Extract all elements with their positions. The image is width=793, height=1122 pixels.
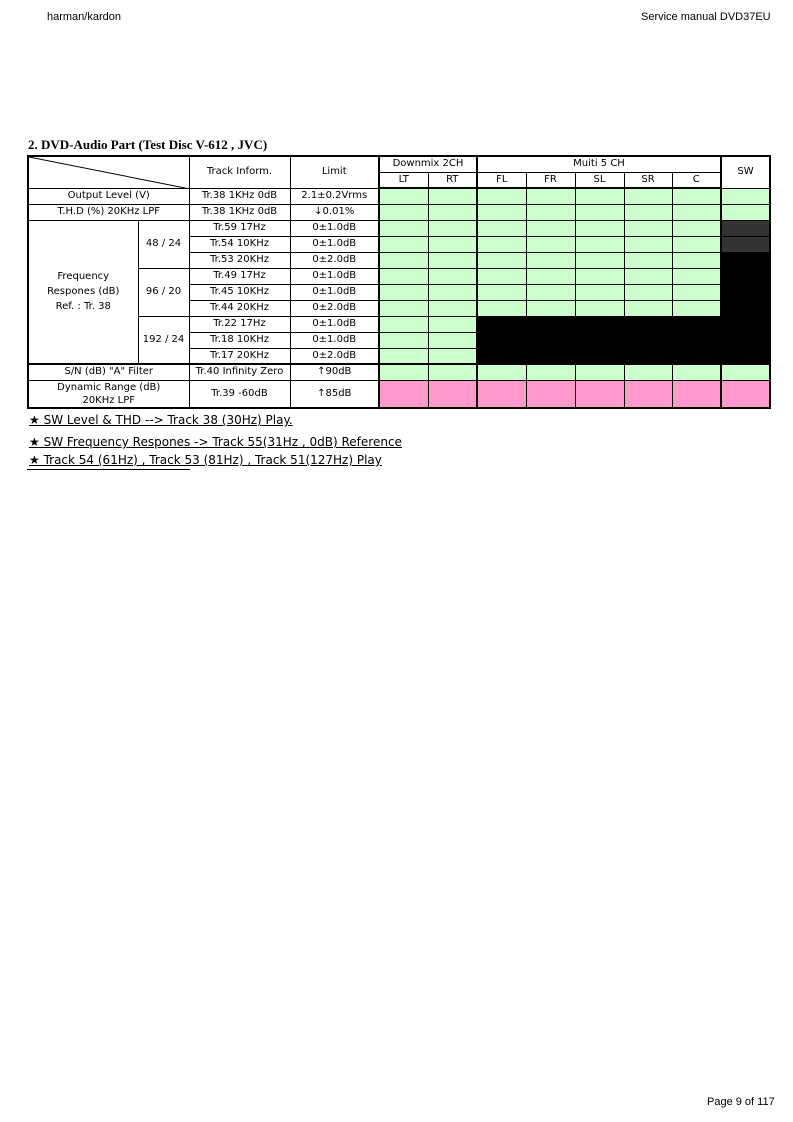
row-dynamic-range bbox=[28, 380, 770, 408]
freq-track: Tr.44 20KHz bbox=[189, 300, 290, 316]
multi-header: Muiti 5 CH bbox=[477, 156, 721, 172]
note-sw-level: ★ SW Level & THD --> Track 38 (30Hz) Play. bbox=[29, 413, 293, 427]
note-tracks: ★ Track 54 (61Hz) , Track 53 (81Hz) , Track 51(127Hz) Play bbox=[29, 453, 382, 467]
freq-track: Tr.49 17Hz bbox=[189, 268, 290, 284]
freq-group-192: 192 / 24 bbox=[138, 316, 189, 364]
freq-limit: 0±2.0dB bbox=[290, 252, 379, 268]
col-lt: LT bbox=[379, 172, 428, 188]
thd-track: Tr.38 1KHz 0dB bbox=[189, 204, 290, 220]
underline-rule bbox=[27, 469, 190, 470]
col-fl: FL bbox=[477, 172, 526, 188]
freq-track: Tr.54 10KHz bbox=[189, 236, 290, 252]
col-sl: SL bbox=[575, 172, 624, 188]
sn-limit: ↑90dB bbox=[290, 364, 379, 380]
freq-limit: 0±1.0dB bbox=[290, 220, 379, 236]
row-freq-4 bbox=[28, 268, 770, 284]
dr-label-line1: Dynamic Range (dB) bbox=[57, 381, 161, 393]
sw-header: SW bbox=[721, 156, 770, 188]
dr-track: Tr.39 -60dB bbox=[189, 380, 290, 408]
freq-group-96: 96 / 20 bbox=[138, 268, 189, 316]
freq-track: Tr.53 20KHz bbox=[189, 252, 290, 268]
row-freq-7 bbox=[28, 316, 770, 332]
row-freq-1 bbox=[28, 220, 770, 236]
row-output-level bbox=[28, 188, 770, 204]
freq-limit: 0±1.0dB bbox=[290, 284, 379, 300]
col-rt: RT bbox=[428, 172, 477, 188]
header-brand: harman/kardon bbox=[47, 11, 121, 23]
freq-track: Tr.45 10KHz bbox=[189, 284, 290, 300]
freq-group-48: 48 / 24 bbox=[138, 220, 189, 268]
freq-track: Tr.22 17Hz bbox=[189, 316, 290, 332]
output-level-label: Output Level (V) bbox=[28, 188, 189, 204]
freq-limit: 0±1.0dB bbox=[290, 316, 379, 332]
section-title: 2. DVD-Audio Part (Test Disc V-612 , JVC) bbox=[28, 137, 268, 152]
track-header: Track Inform. bbox=[189, 156, 290, 188]
dr-label bbox=[28, 380, 189, 408]
dr-limit: ↑85dB bbox=[290, 380, 379, 408]
output-level-limit: 2.1±0.2Vrms bbox=[290, 188, 379, 204]
sn-label: S/N (dB) "A" Filter bbox=[28, 364, 189, 380]
freq-label-line2: Respones (dB) bbox=[47, 286, 120, 298]
corner-cell bbox=[28, 156, 189, 188]
measurement-table bbox=[27, 155, 771, 409]
diagonal-line bbox=[29, 157, 189, 188]
row-sn bbox=[28, 364, 770, 380]
freq-track: Tr.59 17Hz bbox=[189, 220, 290, 236]
freq-label-line3: Ref. : Tr. 38 bbox=[55, 301, 111, 313]
freq-label-line1: Frequency bbox=[57, 271, 110, 283]
freq-track: Tr.18 10KHz bbox=[189, 332, 290, 348]
downmix-header: Downmix 2CH bbox=[379, 156, 477, 172]
limit-header: Limit bbox=[290, 156, 379, 188]
freq-label bbox=[28, 220, 138, 364]
freq-track: Tr.17 20KHz bbox=[189, 348, 290, 364]
note-sw-frequency: ★ SW Frequency Respones -> Track 55(31Hz , 0dB) Reference bbox=[29, 435, 402, 449]
col-fr: FR bbox=[526, 172, 575, 188]
freq-limit: 0±2.0dB bbox=[290, 348, 379, 364]
dr-label-line2: 20KHz LPF bbox=[82, 394, 136, 406]
header-manual-title: Service manual DVD37EU bbox=[641, 11, 771, 23]
freq-limit: 0±1.0dB bbox=[290, 236, 379, 252]
sn-track: Tr.40 Infinity Zero bbox=[189, 364, 290, 380]
freq-limit: 0±1.0dB bbox=[290, 268, 379, 284]
page-number: Page 9 of 117 bbox=[707, 1096, 775, 1108]
output-level-track: Tr.38 1KHz 0dB bbox=[189, 188, 290, 204]
thd-label: T.H.D (%) 20KHz LPF bbox=[28, 204, 189, 220]
row-thd bbox=[28, 204, 770, 220]
col-c: C bbox=[672, 172, 721, 188]
freq-limit: 0±2.0dB bbox=[290, 300, 379, 316]
col-sr: SR bbox=[624, 172, 672, 188]
freq-limit: 0±1.0dB bbox=[290, 332, 379, 348]
thd-limit: ↓0.01% bbox=[290, 204, 379, 220]
